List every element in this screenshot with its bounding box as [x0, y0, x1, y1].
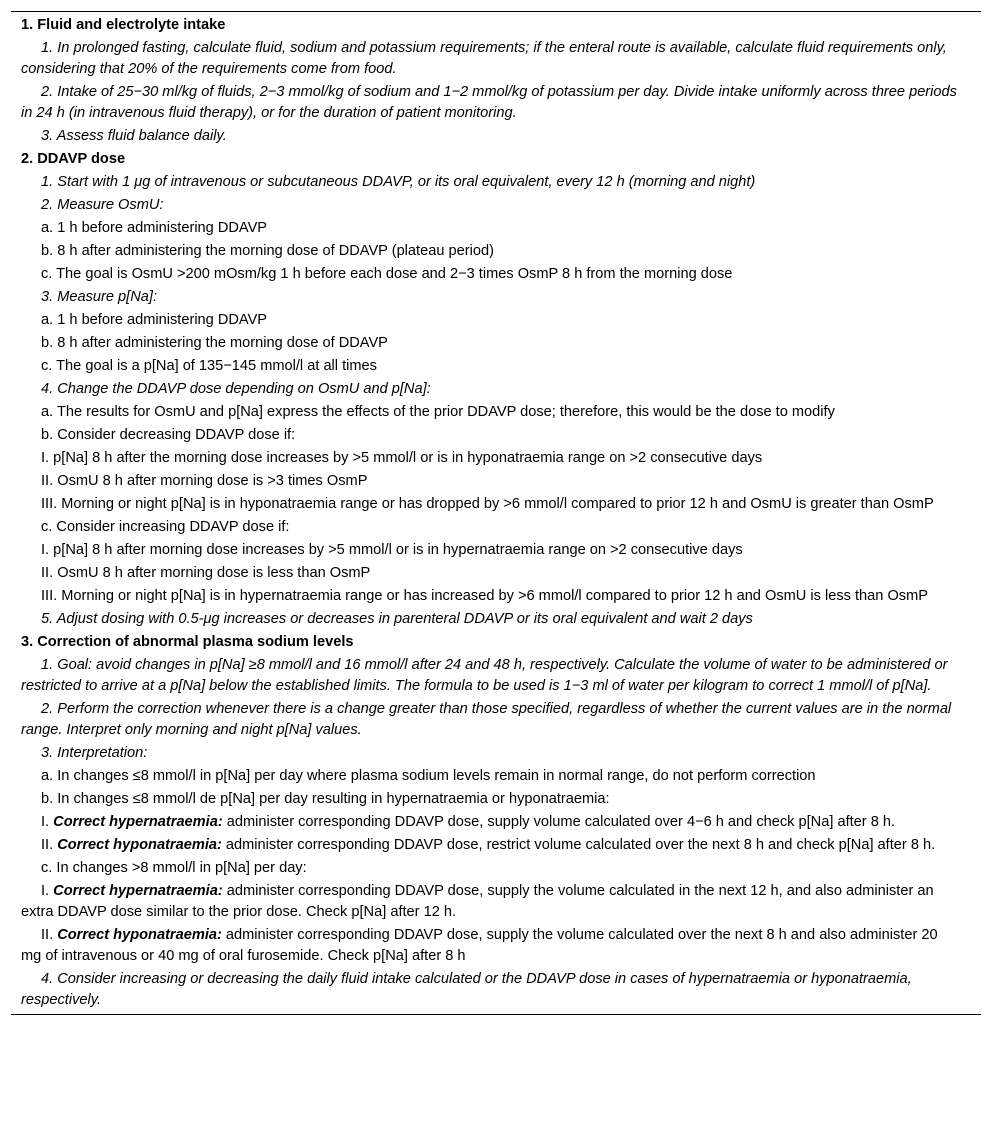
table-row: b. 8 h after administering the morning dose of DDAVP [41, 335, 388, 351]
table-row: III. Morning or night p[Na] is in hypernatraemia range or has increased by >6 mmol/l compared to prior 12 h and OsmU is less than OsmP [41, 588, 928, 604]
table-row: c. The goal is OsmU >200 mOsm/kg 1 h before each dose and 2−3 times OsmP 8 h from the morning dose [41, 266, 733, 282]
table-row: b. 8 h after administering the morning dose of DDAVP (plateau period) [41, 243, 494, 259]
protocol-table [11, 11, 981, 1015]
table-row: II. OsmU 8 h after morning dose is >3 times OsmP [41, 473, 368, 489]
row-text: administer corresponding DDAVP dose, supply the volume calculated over the next 8 h and also administer 20 mg of intravenous or 40 mg of oral furosemide. Check p[Na] after 8 h [21, 927, 938, 964]
row-prefix: I. [41, 814, 54, 830]
table-row [11, 924, 981, 968]
table-row: I. p[Na] 8 h after the morning dose increases by >5 mmol/l or is in hyponatraemia range on >2 consecutive days [41, 450, 763, 466]
table-row: 4. Consider increasing or decreasing the daily fluid intake calculated or the DDAVP dose in cases of hypernatraemia or hyponatraemia, respectively. [21, 971, 912, 1008]
table-row: 5. Adjust dosing with 0.5-μg increases or decreases in parenteral DDAVP or its oral equivalent and wait 2 days [41, 611, 753, 627]
table-row: c. In changes >8 mmol/l in p[Na] per day: [41, 860, 307, 876]
table-row [11, 880, 981, 924]
table-row: 1. Start with 1 μg of intravenous or subcutaneous DDAVP, or its oral equivalent, every 12 h (morning and night) [41, 174, 756, 190]
table-row: 2. Intake of 25−30 ml/kg of fluids, 2−3 mmol/kg of sodium and 1−2 mmol/kg of potassium per day. Divide intake uniformly across three periods in 24 h (in intravenous fluid therapy), or for the duration of patient monitoring. [21, 84, 957, 121]
table-row: b. Consider decreasing DDAVP dose if: [41, 427, 296, 443]
table-row: 4. Change the DDAVP dose depending on OsmU and p[Na]: [41, 381, 431, 397]
table-row: a. In changes ≤8 mmol/l in p[Na] per day where plasma sodium levels remain in normal range, do not perform correction [41, 768, 816, 784]
row-prefix: II. [41, 927, 58, 943]
table-row: a. The results for OsmU and p[Na] express the effects of the prior DDAVP dose; therefore, this would be the dose to modify [41, 404, 835, 420]
table-row: c. Consider increasing DDAVP dose if: [41, 519, 290, 535]
section-heading: 1. Fluid and electrolyte intake [21, 17, 226, 33]
table-row: 3. Interpretation: [41, 745, 148, 761]
table-row: a. 1 h before administering DDAVP [41, 220, 268, 236]
section-heading: 2. DDAVP dose [21, 151, 126, 167]
table-row: 3. Measure p[Na]: [41, 289, 157, 305]
table-row: 2. Measure OsmU: [41, 197, 164, 213]
table-row: 1. Goal: avoid changes in p[Na] ≥8 mmol/l and 16 mmol/l after 24 and 48 h, respectively. Calculate the volume of water to be administered or restricted to arrive at a p[Na] below the established limits. The formula to be used is 1−3 ml of water per kilogram to correct 1 mmol/l of p[Na]. [21, 657, 948, 694]
row-emphasis: Correct hypernatraemia: [53, 814, 223, 830]
table-row: 3. Assess fluid balance daily. [41, 128, 227, 144]
table-row [11, 811, 981, 834]
row-emphasis: Correct hypernatraemia: [53, 883, 223, 899]
table-row: b. In changes ≤8 mmol/l de p[Na] per day resulting in hypernatraemia or hyponatraemia: [41, 791, 610, 807]
row-emphasis: Correct hyponatraemia: [57, 927, 222, 943]
table-row: III. Morning or night p[Na] is in hyponatraemia range or has dropped by >6 mmol/l compared to prior 12 h and OsmU is greater than OsmP [41, 496, 934, 512]
section-heading: 3. Correction of abnormal plasma sodium levels [21, 634, 354, 650]
row-text: administer corresponding DDAVP dose, supply volume calculated over 4−6 h and check p[Na] after 8 h. [222, 814, 896, 830]
table-row [11, 834, 981, 857]
table-row: 1. In prolonged fasting, calculate fluid, sodium and potassium requirements; if the enteral route is available, calculate fluid requirements only, considering that 20% of the requirements come from food. [21, 40, 947, 77]
table-row: II. OsmU 8 h after morning dose is less than OsmP [41, 565, 371, 581]
row-prefix: II. [41, 837, 58, 853]
table-row: I. p[Na] 8 h after morning dose increases by >5 mmol/l or is in hypernatraemia range on >2 consecutive days [41, 542, 743, 558]
table-row: a. 1 h before administering DDAVP [41, 312, 268, 328]
table-row: 2. Perform the correction whenever there is a change greater than those specified, regardless of whether the current values are in the normal range. Interpret only morning and night p[Na] values. [21, 701, 952, 738]
row-text: administer corresponding DDAVP dose, restrict volume calculated over the next 8 h and check p[Na] after 8 h. [221, 837, 936, 853]
row-emphasis: Correct hyponatraemia: [57, 837, 222, 853]
row-prefix: I. [41, 883, 54, 899]
row-text: administer corresponding DDAVP dose, supply the volume calculated in the next 12 h, and also administer an extra DDAVP dose similar to the prior dose. Check p[Na] after 12 h. [21, 883, 934, 920]
table-row: c. The goal is a p[Na] of 135−145 mmol/l at all times [41, 358, 377, 374]
